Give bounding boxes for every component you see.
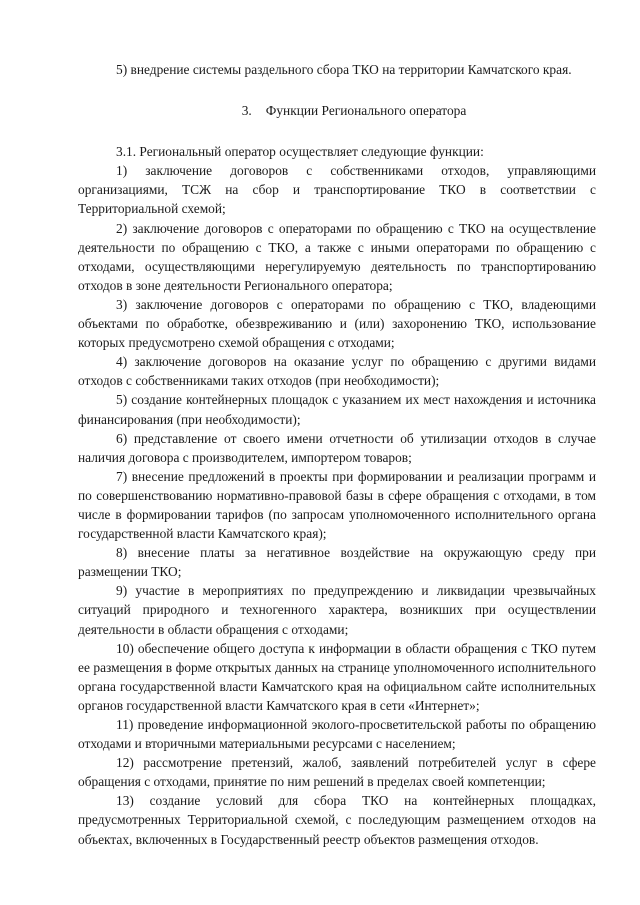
- list-item: 7) внесение предложений в проекты при формировании и реализации программ и по совершенствованию нормативно-правовой базы в сфере обращения с отходами, в том числе в формировании тарифов (по запросам уполномоченного исполнительного органа государственной власти Камчатского края);: [78, 468, 596, 542]
- list-item: 13) создание условий для сбора ТКО на контейнерных площадках, предусмотренных Территориальной схемой, с последующим размещением отходов на объектах, включенных в Государственный реестр объектов размещения отходов.: [78, 793, 596, 847]
- list-item: 3) заключение договоров с операторами по обращению с ТКО, владеющими объектами по обработке, обезвреживанию и (или) захоронению ТКО, использование которых предусмотрено схемой обращения с отходами;: [78, 296, 596, 351]
- list-item: 2) заключение договоров с операторами по обращению с ТКО на осуществление деятельности по обращению с ТКО, а также с иными операторами по обращению с отходами, осуществляющими нерегулируемую деятельность по транспортированию отходов в зоне деятельности Регионального оператора;: [78, 220, 596, 293]
- list-item: 1) заключение договоров с собственниками отходов, управляющими организациями, ТСЖ на сбор и транспортирование ТКО в соответствии с Территориальной схемой;: [78, 163, 596, 217]
- document-page: [78, 60, 596, 849]
- list-item: 10) обеспечение общего доступа к информации в области обращения с ТКО путем ее размещения в форме открытых данных на странице уполномоченного исполнительного органа государственной власти Камчатского края на официальном сайте исполнительных органов государственной власти Камчатского края в сети «Интернет»;: [78, 640, 596, 713]
- list-item: 9) участие в мероприятиях по предупреждению и ликвидации чрезвычайных ситуаций природного и техногенного характера, возникших при осуществлении деятельности в области обращения с отходами;: [78, 583, 596, 637]
- section-heading: [78, 101, 596, 120]
- list-item: 11) проведение информационной эколого-просветительской работы по обращению отходами и вторичными материальными ресурсами с населением;: [78, 717, 596, 752]
- lead-paragraph: 3.1. Региональный оператор осуществляет следующие функции:: [116, 144, 484, 160]
- list-item: 12) рассмотрение претензий, жалоб, заявлений потребителей услуг в сфере обращения с отходами, принятие по ним решений в пределах своей компетенции;: [78, 755, 596, 790]
- list-item: 6) представление от своего имени отчетности об утилизации отходов в случае наличия договора с производителем, импортером товаров;: [78, 430, 596, 465]
- section-number: 3.: [241, 103, 252, 119]
- list-item: 4) заключение договоров на оказание услуг по обращению с другими видами отходов с собственниками таких отходов (при необходимости);: [78, 354, 596, 389]
- list-item: 8) внесение платы за негативное воздействие на окружающую среду при размещении ТКО;: [78, 545, 596, 580]
- section-title: Функции Регионального оператора: [265, 103, 467, 119]
- intro-paragraph: 5) внедрение системы раздельного сбора ТКО на территории Камчатского края.: [116, 62, 572, 77]
- list-item: 5) создание контейнерных площадок с указанием их мест нахождения и источника финансирования (при необходимости);: [78, 392, 596, 427]
